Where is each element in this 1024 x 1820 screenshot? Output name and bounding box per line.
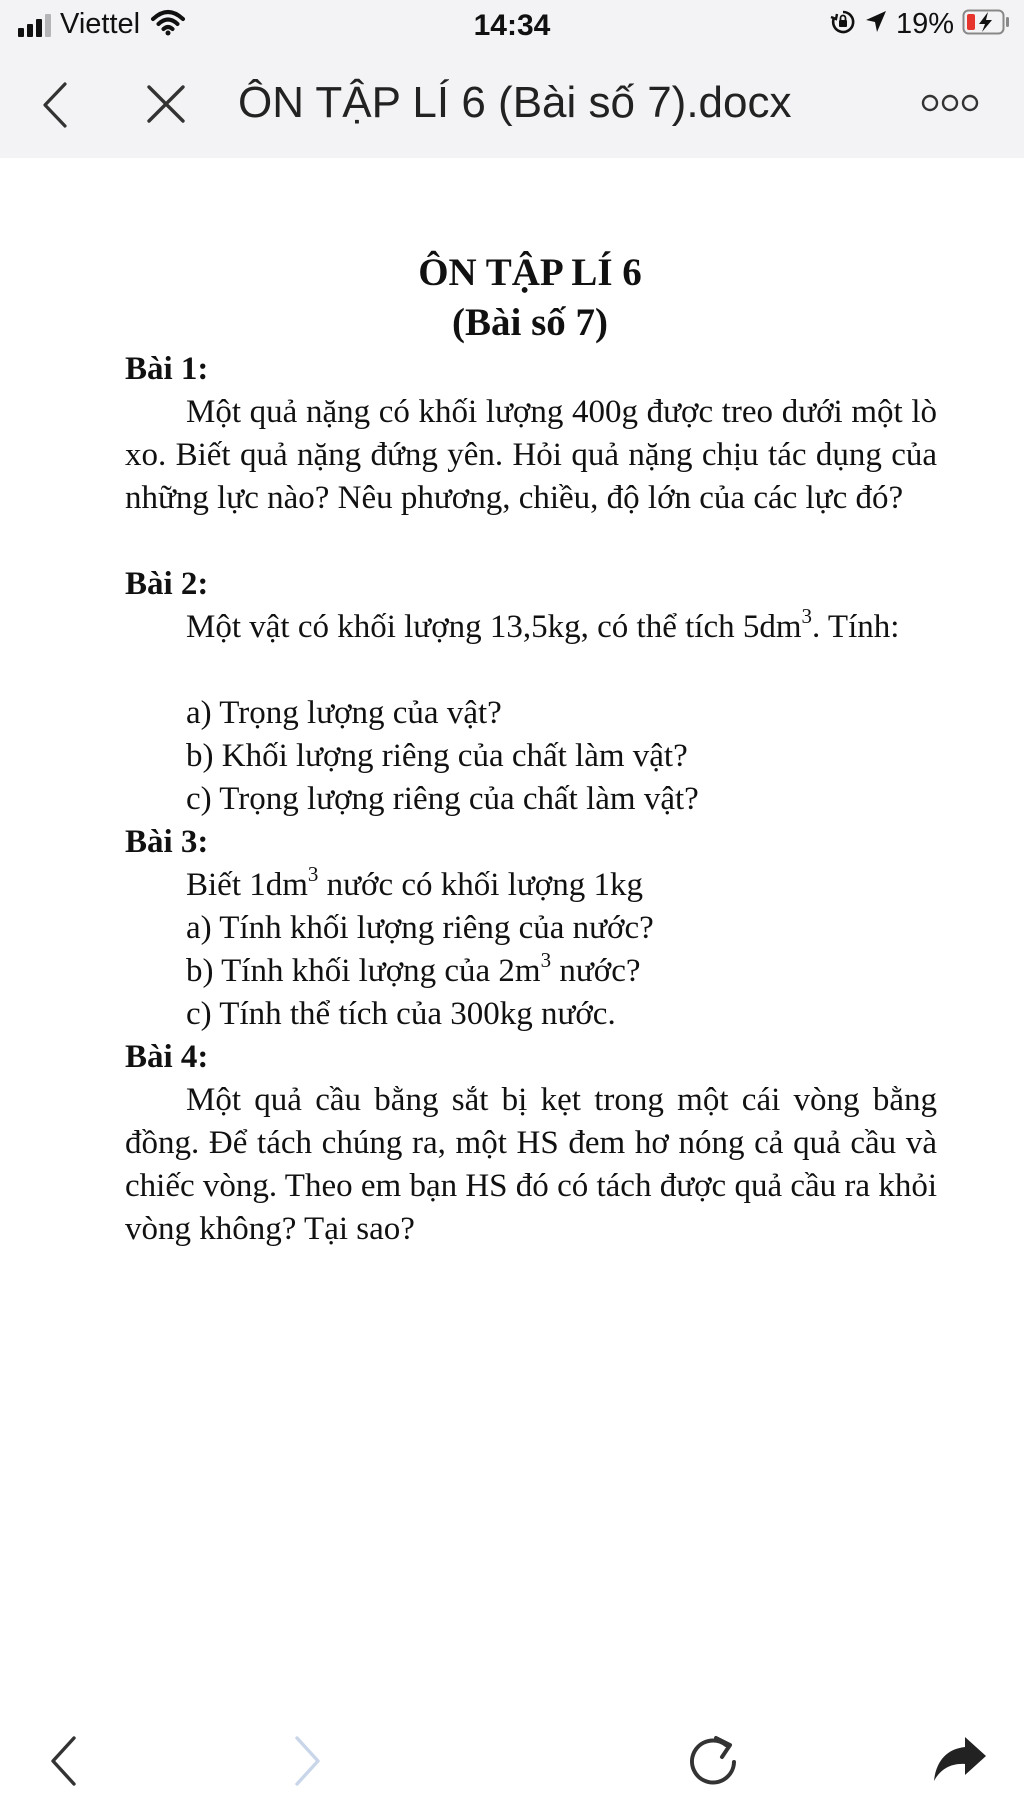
bai1-paragraph: Một quả nặng có khối lượng 400g được treo dưới một lò xo. Biết quả nặng đứng yên. Hỏi quả nặng chịu tác dụng của những lực nào? Nêu phương, chiều, độ lớn của các lực đó? <box>125 394 937 516</box>
bai3-heading: Bài 3: <box>125 824 209 860</box>
bai2-heading: Bài 2: <box>125 566 209 602</box>
share-icon[interactable] <box>932 1734 988 1789</box>
bai1-heading: Bài 1: <box>125 351 209 387</box>
bai2-item-a: a) Trọng lượng của vật? <box>186 695 502 731</box>
carrier-name: Viettel <box>60 8 141 40</box>
status-time: 14:34 <box>473 9 551 42</box>
bai4-heading: Bài 4: <box>125 1039 209 1075</box>
document-title: ÔN TẬP LÍ 6 (Bài số 7).docx <box>238 78 792 127</box>
back-icon[interactable] <box>48 1734 78 1793</box>
bai3-item-a: a) Tính khối lượng riêng của nước? <box>186 910 654 946</box>
close-icon[interactable] <box>144 82 188 131</box>
bai3-item-b: b) Tính khối lượng của $2m^3$ nước? <box>186 948 641 989</box>
status-bar <box>0 0 1024 52</box>
battery-charging-icon <box>962 9 1010 40</box>
more-icon[interactable] <box>920 92 980 119</box>
location-icon <box>864 9 888 40</box>
bottom-toolbar <box>0 1708 1024 1820</box>
bai2-item-c: c) Trọng lượng riêng của chất làm vật? <box>186 781 699 817</box>
bai2-item-b: b) Khối lượng riêng của chất làm vật? <box>186 738 688 774</box>
document-page <box>0 158 1024 1708</box>
back-chevron-icon[interactable] <box>40 80 70 135</box>
bai4-paragraph: Một quả cầu bằng sắt bị kẹt trong một cái vòng bằng đồng. Để tách chúng ra, một HS đem hơ nóng cả quả cầu và chiếc vòng. Theo em bạn HS đó có tách được quả cầu ra khỏi vòng không? Tại sao? <box>125 1082 937 1247</box>
bai3-intro: Biết $1dm^3$ nước có khối lượng 1kg <box>186 862 643 903</box>
doc-title: ÔN TẬP LÍ 6 <box>418 251 642 294</box>
rotation-lock-icon <box>830 9 856 40</box>
bai2-paragraph: Một vật có khối lượng 13,5kg, có thể tích $5dm^3$. Tính: <box>186 604 900 645</box>
forward-icon[interactable] <box>293 1734 323 1793</box>
bai3-item-c: c) Tính thể tích của 300kg nước. <box>186 996 616 1032</box>
nav-bar <box>0 52 1024 158</box>
reload-icon[interactable] <box>686 1734 742 1795</box>
battery-percentage: 19% <box>895 8 954 40</box>
doc-subtitle: (Bài số 7) <box>452 301 608 344</box>
